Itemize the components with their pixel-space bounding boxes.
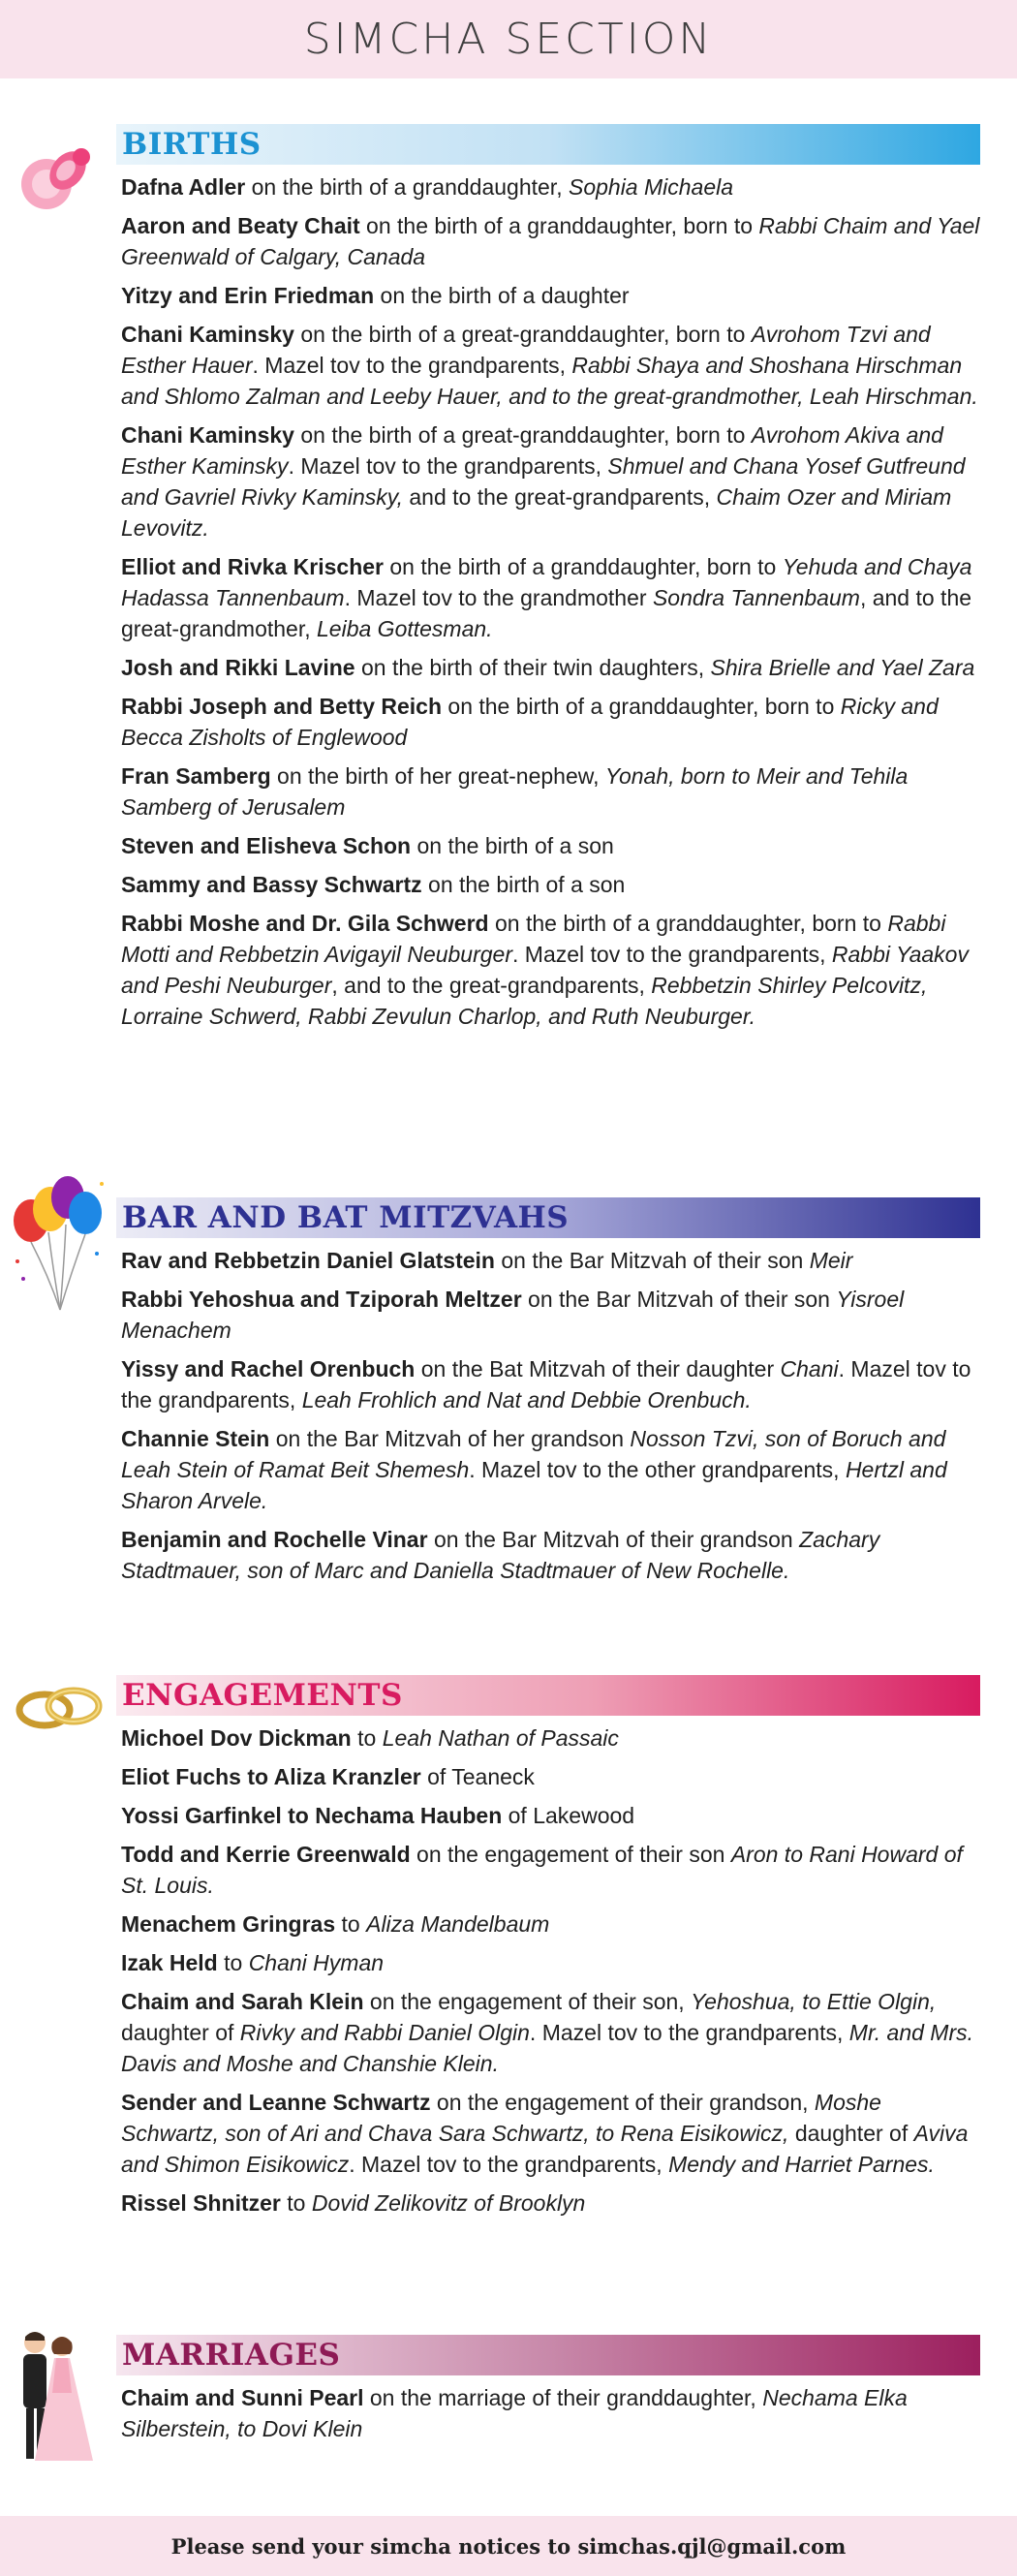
entry-text: to	[217, 1950, 249, 1975]
entry-text: on the marriage of their granddaughter,	[363, 2385, 763, 2410]
list-item	[121, 1909, 983, 1940]
entry-text: on the engagement of their grandson,	[430, 2090, 815, 2115]
list-item	[121, 2188, 983, 2219]
entry-text: on the Bar Mitzvah of their grandson	[427, 1527, 800, 1552]
entry-detail: Aron to Rani Howard of St. Louis.	[121, 1842, 963, 1898]
list-item	[121, 830, 983, 861]
list-item	[121, 1761, 983, 1792]
entry-name: Rabbi Moshe and Dr. Gila Schwerd	[121, 911, 489, 936]
entry-text: to	[335, 1911, 367, 1937]
entry-text: to	[351, 1725, 383, 1751]
entry-text: . Mazel tov to the grandparents,	[288, 453, 608, 479]
bride-groom-icon	[10, 2325, 97, 2474]
list-item	[121, 2382, 983, 2444]
entry-name: Benjamin and Rochelle Vinar	[121, 1527, 428, 1552]
entry-detail: Avrohom Tzvi and Esther Hauer	[121, 322, 931, 378]
entry-detail: Chani	[780, 1356, 839, 1381]
list-item	[121, 1947, 983, 1978]
list-item	[121, 652, 983, 683]
entry-text: on the birth of a granddaughter, born to	[488, 911, 888, 936]
entry-text: . Mazel tov to the grandparents,	[349, 2152, 669, 2177]
entry-text: on the birth of a son	[411, 833, 614, 858]
entry-text: . Mazel tov to the grandparents,	[512, 942, 832, 967]
entry-detail: Ricky and Becca Zisholts of Englewood	[121, 694, 939, 750]
entry-text: on the engagement of their son,	[363, 1989, 692, 2014]
entry-text: on the Bar Mitzvah of her grandson	[269, 1426, 631, 1451]
list-item	[121, 319, 983, 412]
marriages-section	[0, 2329, 1017, 2503]
entry-detail: Yisroel Menachem	[121, 1287, 905, 1343]
engagements-section	[0, 1669, 1017, 2270]
page-header	[0, 0, 1017, 78]
entry-name: Sammy and Bassy Schwartz	[121, 872, 422, 897]
entry-detail: Meir	[809, 1248, 853, 1273]
entry-name: Yitzy and Erin Friedman	[121, 283, 375, 308]
entry-name: Dafna Adler	[121, 174, 246, 200]
balloons-icon	[10, 1164, 111, 1328]
entry-detail: Chani Hyman	[248, 1950, 385, 1975]
list-item	[121, 1723, 983, 1754]
list-item	[121, 1423, 983, 1516]
entry-text: on the birth of a granddaughter, born to	[383, 554, 783, 579]
list-item	[121, 908, 983, 1032]
marriages-heading: MARRIAGES	[122, 2338, 341, 2373]
page-title: SIMCHA SECTION	[303, 15, 714, 64]
entry-name: Aaron and Beaty Chait	[121, 213, 360, 238]
entry-detail: Rivky and Rabbi Daniel Olgin	[239, 2020, 530, 2045]
marriages-heading-bar	[116, 2335, 980, 2375]
entry-name: Michoel Dov Dickman	[121, 1725, 352, 1751]
entry-detail: Rabbi Chaim and Yael Greenwald of Calgary, Canada	[121, 213, 980, 269]
list-item	[121, 1839, 983, 1901]
entry-text: and to the great-grandparents,	[403, 484, 717, 510]
mitzvahs-heading-bar	[116, 1197, 980, 1238]
entry-name: Menachem Gringras	[121, 1911, 336, 1937]
list-item	[121, 760, 983, 822]
entry-text: of Lakewood	[502, 1803, 635, 1828]
entry-text: on the birth of a great-granddaughter, born to	[293, 422, 752, 448]
entry-text: on the birth of a great-granddaughter, born to	[293, 322, 752, 347]
entry-text: on the birth of a granddaughter, born to	[442, 694, 841, 719]
entry-text: . Mazel tov to the grandparents,	[529, 2020, 849, 2045]
entry-detail: Aviva and Shimon Eisikowicz	[121, 2121, 969, 2177]
entry-detail: Shmuel and Chana Yosef Gutfreund and Gavriel Rivky Kaminsky,	[121, 453, 966, 510]
entry-name: Chani Kaminsky	[121, 422, 294, 448]
list-item	[121, 691, 983, 753]
list-item	[121, 1284, 983, 1346]
marriages-list	[121, 2382, 983, 2452]
entry-text: on the Bar Mitzvah of their son	[521, 1287, 837, 1312]
entry-text: on the engagement of their son	[410, 1842, 731, 1867]
footer-notice: Please send your simcha notices to simchas.qjl@gmail.com	[170, 2533, 847, 2559]
entry-detail: Leah Frohlich and Nat and Debbie Orenbuch.	[301, 1387, 752, 1412]
entry-detail: Rabbi Shaya and Shoshana Hirschman and Shlomo Zalman and Leeby Hauer, and to the great-grandmother, Leah Hirschman.	[121, 353, 978, 409]
entry-name: Izak Held	[121, 1950, 218, 1975]
rings-icon	[10, 1673, 111, 1745]
list-item	[121, 1353, 983, 1415]
entry-name: Steven and Elisheva Schon	[121, 833, 412, 858]
entry-text: daughter of	[788, 2121, 914, 2146]
entry-text: daughter of	[121, 2020, 240, 2045]
entry-text: of Teaneck	[420, 1764, 535, 1789]
mitzvahs-list	[121, 1245, 983, 1594]
entry-detail: Moshe Schwartz, son of Ari and Chava Sara Schwartz, to Rena Eisikowicz,	[121, 2090, 881, 2146]
entry-text: . Mazel tov to the grandparents,	[121, 1356, 971, 1412]
entry-text: , and to the great-grandmother,	[121, 585, 972, 641]
entry-name: Elliot and Rivka Krischer	[121, 554, 384, 579]
entry-text: . Mazel tov to the other grandparents,	[469, 1457, 846, 1482]
list-item	[121, 280, 983, 311]
page-footer	[0, 2516, 1017, 2576]
engagements-heading: ENGAGEMENTS	[122, 1678, 403, 1713]
list-item	[121, 1524, 983, 1586]
births-section	[0, 118, 1017, 1126]
entry-detail: Mendy and Harriet Parnes.	[668, 2152, 935, 2177]
entry-text: . Mazel tov to the grandparents,	[252, 353, 572, 378]
entry-text: on the Bat Mitzvah of their daughter	[415, 1356, 781, 1381]
entry-detail: Leiba Gottesman.	[317, 616, 493, 641]
entry-detail: Yehuda and Chaya Hadassa Tannenbaum	[121, 554, 972, 610]
entry-detail: Dovid Zelikovitz of Brooklyn	[311, 2190, 586, 2216]
entry-detail: Yonah, born to Meir and Tehila Samberg of Jerusalem	[121, 763, 909, 820]
list-item	[121, 419, 983, 543]
entry-detail: Zachary Stadtmauer, son of Marc and Daniella Stadtmauer of New Rochelle.	[121, 1527, 880, 1583]
entry-detail: Shira Brielle and Yael Zara	[710, 655, 975, 680]
entry-detail: Hertzl and Sharon Arvele.	[121, 1457, 947, 1513]
entry-text: on the birth of a granddaughter, born to	[359, 213, 759, 238]
entry-text: to	[280, 2190, 312, 2216]
entry-text: on the birth of her great-nephew,	[270, 763, 605, 789]
entry-name: Fran Samberg	[121, 763, 271, 789]
entry-name: Rabbi Joseph and Betty Reich	[121, 694, 443, 719]
entry-name: Rav and Rebbetzin Daniel Glatstein	[121, 1248, 495, 1273]
entry-detail: Yehoshua, to Ettie Olgin,	[691, 1989, 937, 2014]
list-item	[121, 1245, 983, 1276]
entry-detail: Leah Nathan of Passaic	[382, 1725, 619, 1751]
entry-detail: Rabbi Yaakov and Peshi Neuburger	[121, 942, 969, 998]
entry-name: Josh and Rikki Lavine	[121, 655, 355, 680]
entry-name: Chaim and Sarah Klein	[121, 1989, 364, 2014]
entry-detail: Rebbetzin Shirley Pelcovitz, Lorraine Schwerd, Rabbi Zevulun Charlop, and Ruth Neuburger.	[121, 973, 928, 1029]
entry-name: Channie Stein	[121, 1426, 270, 1451]
entry-name: Eliot Fuchs to Aliza Kranzler	[121, 1764, 421, 1789]
entry-name: Yissy and Rachel Orenbuch	[121, 1356, 416, 1381]
list-item	[121, 210, 983, 272]
entry-name: Chaim and Sunni Pearl	[121, 2385, 364, 2410]
entry-text: , and to the great-grandparents,	[331, 973, 652, 998]
engagements-list	[121, 1723, 983, 2226]
entry-name: Todd and Kerrie Greenwald	[121, 1842, 411, 1867]
engagements-heading-bar	[116, 1675, 980, 1716]
mitzvahs-section	[0, 1192, 1017, 1657]
list-item	[121, 2087, 983, 2180]
entry-detail: Aliza Mandelbaum	[366, 1911, 550, 1937]
entry-text: on the birth of their twin daughters,	[354, 655, 711, 680]
list-item	[121, 1986, 983, 2079]
entry-detail: Avrohom Akiva and Esther Kaminsky	[121, 422, 943, 479]
entry-detail: Sophia Michaela	[568, 174, 734, 200]
entry-detail: Mr. and Mrs. Davis and Moshe and Chanshie Klein.	[121, 2020, 973, 2076]
entry-text: on the birth of a son	[421, 872, 626, 897]
births-heading-bar	[116, 124, 980, 165]
entry-detail: Sondra Tannenbaum	[652, 585, 860, 610]
entry-text: on the birth of a granddaughter,	[245, 174, 569, 200]
entry-name: Rissel Shnitzer	[121, 2190, 281, 2216]
births-list	[121, 171, 983, 1040]
list-item	[121, 551, 983, 644]
mitzvahs-heading: BAR AND BAT MITZVAHS	[122, 1200, 570, 1235]
list-item	[121, 869, 983, 900]
list-item	[121, 1800, 983, 1831]
pacifier-icon	[10, 136, 102, 232]
entry-text: on the Bar Mitzvah of their son	[494, 1248, 810, 1273]
entry-detail: Nosson Tzvi, son of Boruch and Leah Stein of Ramat Beit Shemesh	[121, 1426, 946, 1482]
entry-detail: Nechama Elka Silberstein, to Dovi Klein	[121, 2385, 908, 2441]
entry-text: on the birth of a daughter	[374, 283, 630, 308]
entry-name: Yossi Garfinkel to Nechama Hauben	[121, 1803, 503, 1828]
births-heading: BIRTHS	[122, 127, 262, 162]
entry-name: Chani Kaminsky	[121, 322, 294, 347]
entry-detail: Chaim Ozer and Miriam Levovitz.	[121, 484, 952, 541]
entry-name: Rabbi Yehoshua and Tziporah Meltzer	[121, 1287, 522, 1312]
entry-text: . Mazel tov to the grandmother	[344, 585, 653, 610]
entry-name: Sender and Leanne Schwartz	[121, 2090, 431, 2115]
list-item	[121, 171, 983, 202]
entry-detail: Rabbi Motti and Rebbetzin Avigayil Neuburger	[121, 911, 946, 967]
